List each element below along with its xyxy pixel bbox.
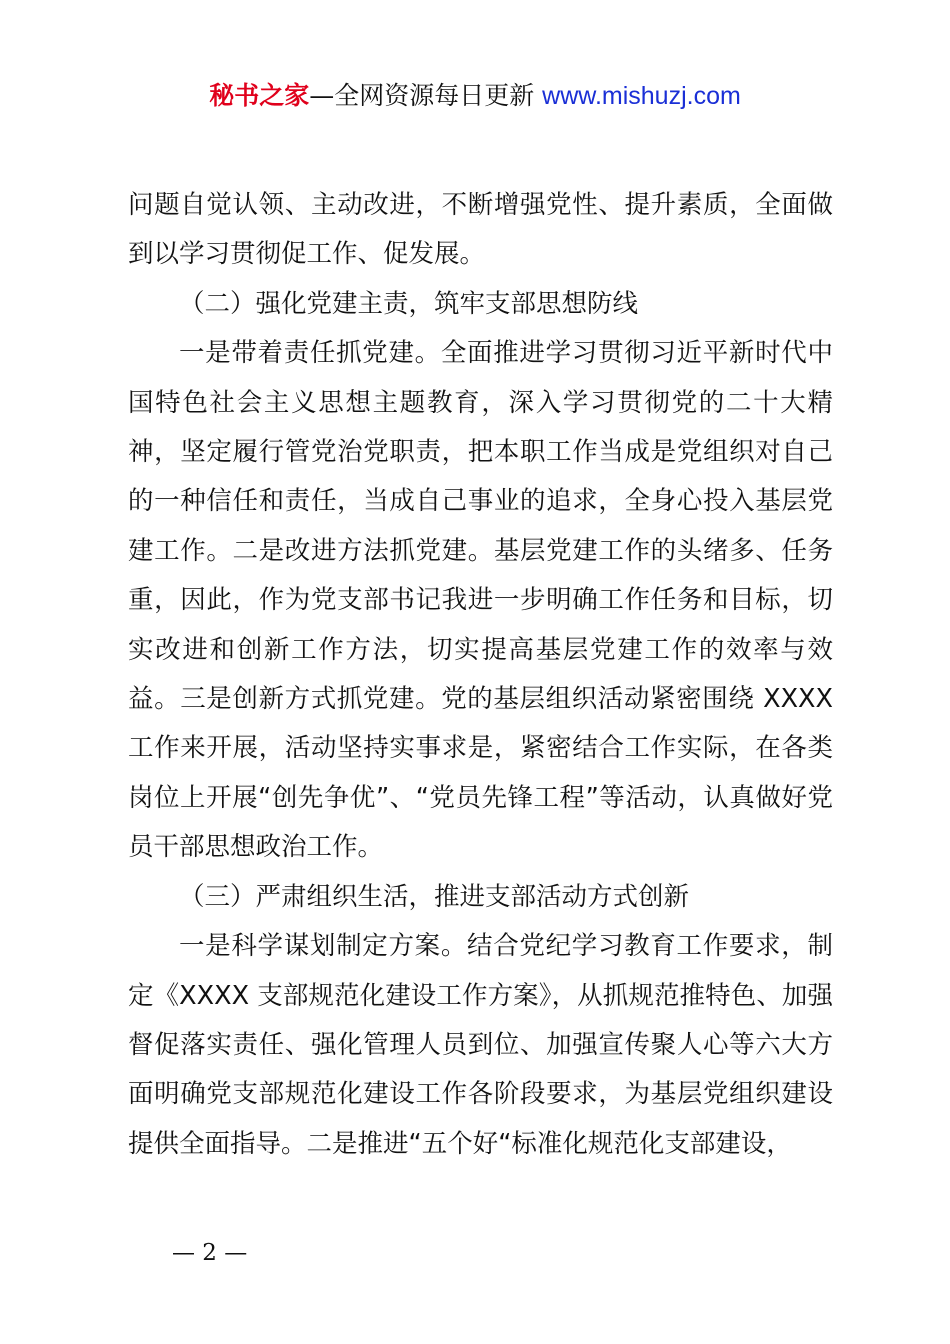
document-body (128, 181, 833, 1169)
page-header (0, 78, 950, 114)
site-brand: 秘书之家 (209, 81, 310, 110)
section-heading-3: （三）严肃组织生活，推进支部活动方式创新 (179, 881, 690, 912)
paragraph-organization-life: 一是科学谋划制定方案。结合党纪学习教育工作要求，制定《XXXX 支部规范化建设工作方案》，从抓规范推特色、加强督促落实责任、强化管理人员到位、加强宣传聚人心等六大方面明确党支部规范化建设工作各阶段要求，为基层党组织建设提供全面指导。二是推进“五个好“标准化规范化支部建设， (128, 931, 833, 1159)
site-url[interactable]: www.mishuzj.com (542, 82, 741, 110)
paragraph-continuation: 问题自觉认领、主动改进，不断增强党性、提升素质，全面做到以学习贯彻促工作、促发展。 (128, 190, 833, 270)
page-number: — 2 — (172, 1240, 248, 1266)
paragraph-party-building: 一是带着责任抓党建。全面推进学习贯彻习近平新时代中国特色社会主义思想主题教育，深入学习贯彻党的二十大精神，坚定履行管党治党职责，把本职工作当成是党组织对自己的一种信任和责任，当成自己事业的追求，全身心投入基层党建工作。二是改进方法抓党建。基层党建工作的头绪多、任务重，因此，作为党支部书记我进一步明确工作任务和目标，切实改进和创新工作方法，切实提高基层党建工作的效率与效益。三是创新方式抓党建。党的基层组织活动紧密围绕 XXXX 工作来开展，活动坚持实事求是，紧密结合工作实际，在各类岗位上开展“创先争优”、“党员先锋工程”等活动，认真做好党员干部思想政治工作。 (128, 338, 833, 863)
site-tagline: —全网资源每日更新 (309, 81, 543, 110)
section-heading-2: （二）强化党建主责，筑牢支部思想防线 (179, 288, 639, 319)
